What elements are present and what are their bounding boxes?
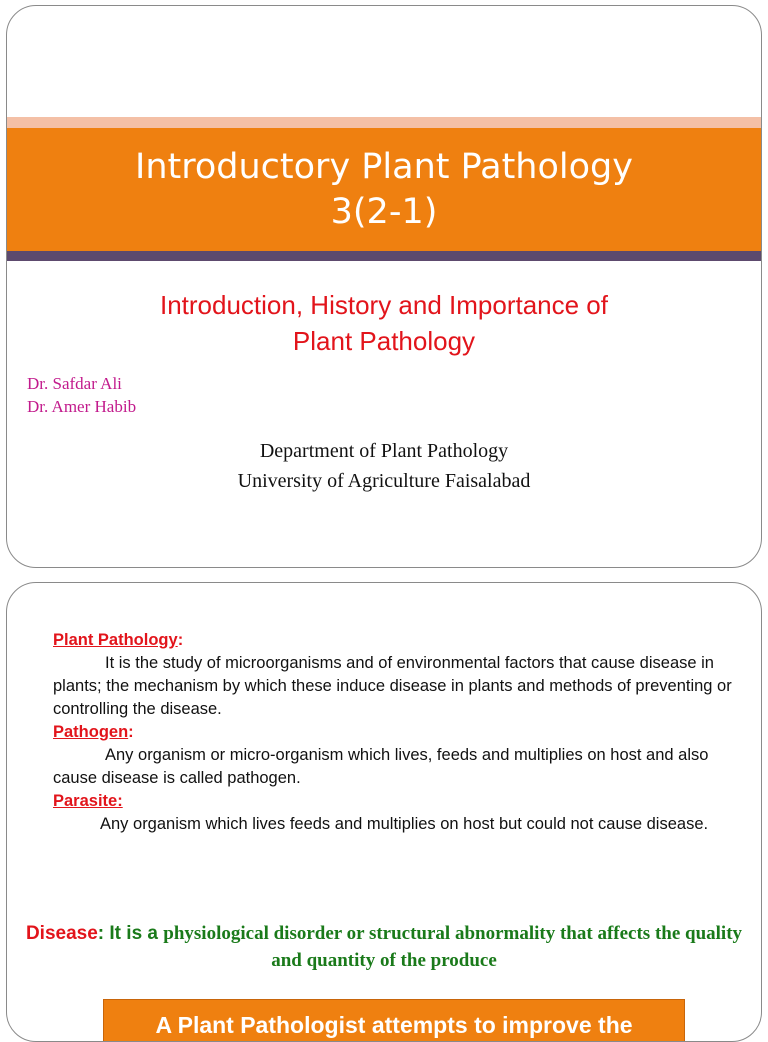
disease-definition-text: physiological disorder or structural abnormality that affects the quality and quantity of the produce: [163, 923, 743, 971]
title-slide: [6, 5, 762, 568]
parasite-heading: [53, 790, 743, 813]
purple-accent-strip: [7, 251, 761, 261]
pathogen-definition: [53, 744, 743, 790]
plant-pathology-heading: [53, 629, 743, 652]
pathogen-definition-text: Any organism or micro-organism which lives, feeds and multiplies on host and also cause disease is called pathogen.: [53, 746, 709, 787]
pathogen-colon: :: [128, 723, 134, 741]
disease-definition: [11, 921, 757, 975]
authors: [27, 372, 136, 418]
subtitle-line1: Introduction, History and Importance of: [159, 290, 608, 320]
university-name: University of Agriculture Faisalabad: [237, 470, 531, 492]
plant-pathology-colon: :: [177, 631, 184, 649]
slide-title-line2: 3(2-1): [330, 192, 438, 232]
department-name: Department of Plant Pathology: [259, 440, 509, 462]
parasite-definition: [53, 813, 743, 836]
plant-pathologist-text: A Plant Pathologist attempts to improve the: [155, 1012, 633, 1038]
disease-colon: :: [97, 923, 105, 944]
slide-title-line1: Introductory Plant Pathology: [135, 147, 633, 187]
plant-pathology-definition: [53, 652, 743, 721]
parasite-term: Parasite:: [53, 792, 123, 810]
subtitle-line2: Plant Pathology: [292, 326, 476, 356]
author-name: Dr. Safdar Ali: [27, 374, 122, 393]
plant-pathology-definition-text: It is the study of microorganisms and of environmental factors that cause disease in plants; the mechanism by which these induce disease in plants and methods of preventing or controlling the disease.: [53, 654, 732, 718]
disease-lead: It is a: [104, 923, 164, 944]
definitions-slide: [6, 582, 762, 1042]
top-accent-strip: [7, 117, 761, 128]
plant-pathology-term: Plant Pathology: [53, 631, 178, 649]
plant-pathologist-box: [103, 999, 685, 1042]
subtitle: [7, 287, 761, 359]
pathogen-term: Pathogen: [53, 723, 129, 741]
pathogen-heading: [53, 721, 743, 744]
author-name: Dr. Amer Habib: [27, 397, 137, 416]
parasite-definition-text: Any organism which lives feeds and multiplies on host but could not cause disease.: [100, 815, 709, 833]
definitions-list: [53, 629, 743, 836]
title-band: [7, 128, 761, 251]
disease-term: Disease: [25, 923, 98, 944]
affiliation: [7, 436, 761, 496]
